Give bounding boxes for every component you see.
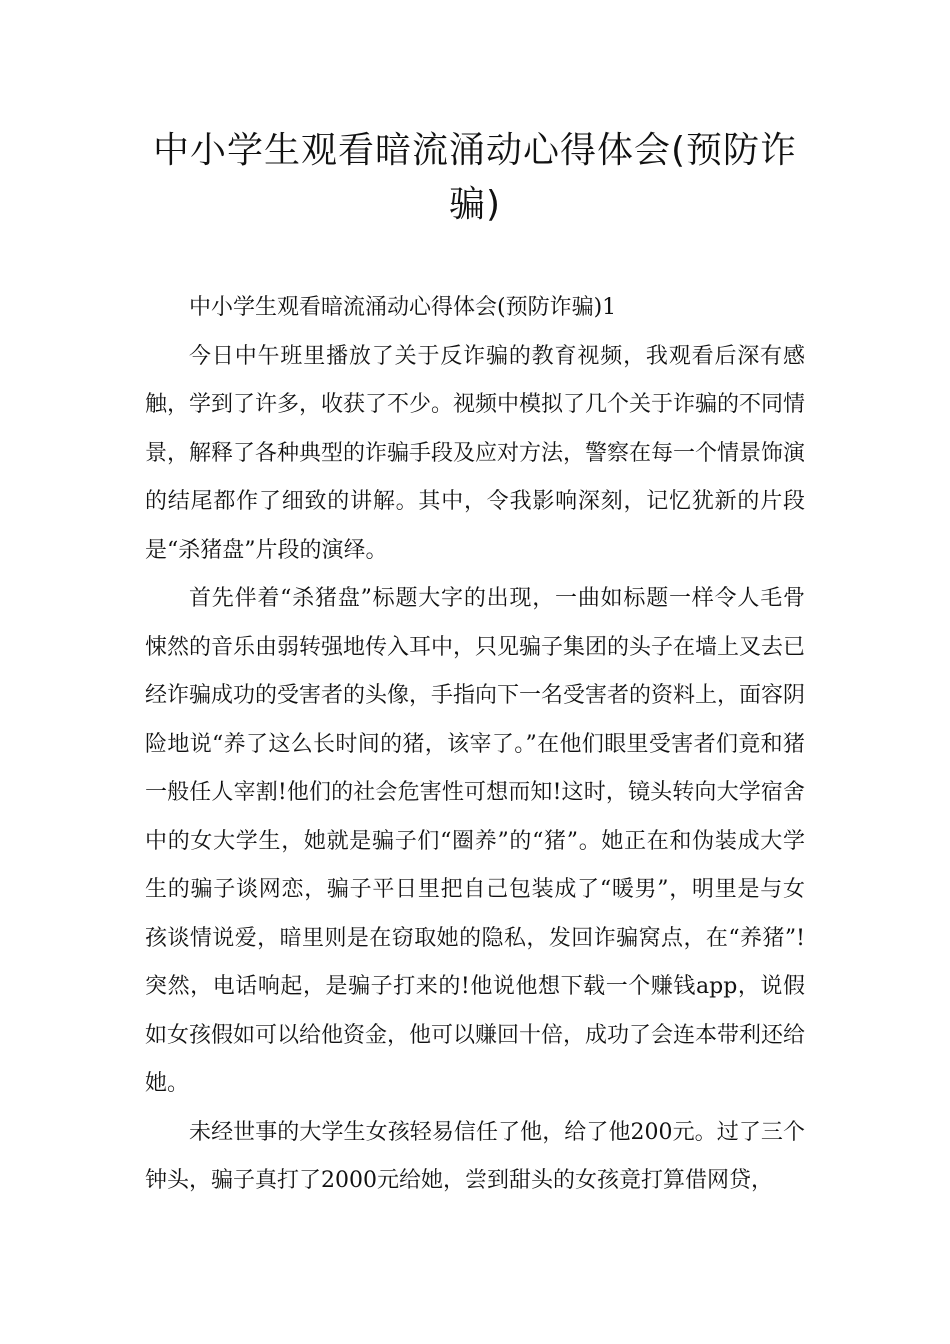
- paragraph: 今日中午班里播放了关于反诈骗的教育视频，我观看后深有感触，学到了许多，收获了不少。视频中模拟了几个关于诈骗的不同情景，解释了各种典型的诈骗手段及应对方法，警察在每一个情景饰演的结尾都作了细致的讲解。其中，令我影响深刻，记忆犹新的片段是“杀猪盘”片段的演绎。: [145, 343, 806, 563]
- paragraph: 未经世事的大学生女孩轻易信任了他，给了他200元。过了三个钟头，骗子真打了2000元给她，尝到甜头的女孩竟打算借网贷，: [145, 1119, 805, 1193]
- section-heading: 中小学生观看暗流涌动心得体会(预防诈骗)1: [189, 295, 617, 320]
- paragraph: 首先伴着“杀猪盘”标题大字的出现，一曲如标题一样令人毛骨悚然的音乐由弱转强地传入耳中，只见骗子集团的头子在墙上叉去已经诈骗成功的受害者的头像，手指向下一名受害者的资料上，面容阴险地说“养了这么长时间的猪，该宰了。”在他们眼里受害者们竟和猪一般任人宰割!他们的社会危害性可想而知!这时，镜头转向大学宿舍中的女大学生，她就是骗子们“圈养”的“猪”。她正在和伪装成大学生的骗子谈网恋，骗子平日里把自己包装成了“暖男”，明里是与女孩谈情说爱，暗里则是在窃取她的隐私，发回诈骗窝点，在“养猪”!突然，电话响起，是骗子打来的!他说他想下载一个赚钱app，说假如女孩假如可以给他资金，他可以赚回十倍，成功了会连本带利还给她。: [145, 586, 806, 1096]
- document-body: [145, 284, 805, 1206]
- document-title: 中小学生观看暗流涌动心得体会(预防诈骗): [152, 130, 798, 225]
